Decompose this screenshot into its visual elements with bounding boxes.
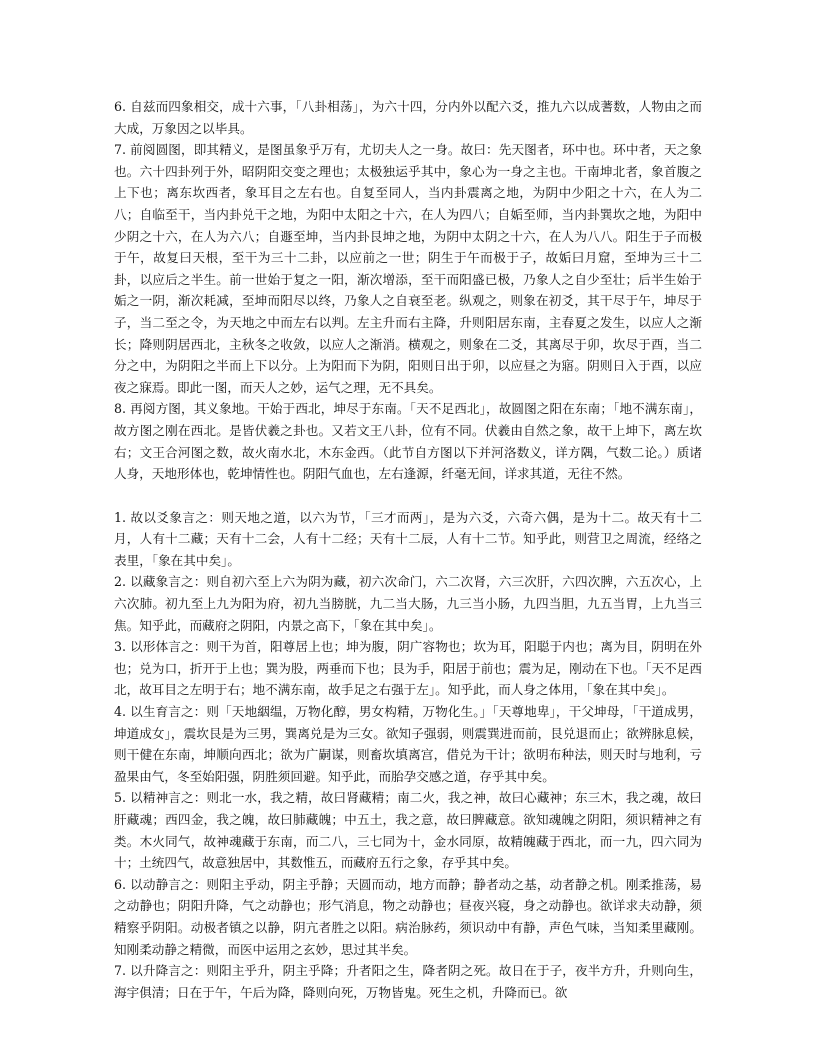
paragraph-text: 故以爻象言之：则天地之道，以六为节，「三才而两」，是为六爻，六奇六偶，是为十二。故天有十二月，人有十二藏；天有十二会，人有十二经；天有十二辰，人有十二节。知乎此，则营卫之周流，经络之表里，「象在其中矣」。 xyxy=(114,509,702,568)
section-a xyxy=(114,96,702,485)
paragraph-7 xyxy=(114,139,702,398)
paragraph-6 xyxy=(114,96,702,139)
paragraph-3 xyxy=(114,636,702,701)
paragraph-text: 以精神言之：则北一水，我之精，故曰肾藏精；南二火，我之神，故曰心藏神；东三木，我之魂，故曰肝藏魂；西四金，我之魄，故曰肺藏魄；中五土，我之意，故曰脾藏意。欲知魂魄之阴阳，须识精神之有类。木火同气，故神魂藏于东南，而二八，三七同为十，金水同原，故精魄藏于西北，而一九，四六同为十；土统四气，故意独居中，其数惟五，而藏府五行之象，存乎其中矣。 xyxy=(114,790,702,871)
paragraph-text: 以升降言之：则阳主乎升，阴主乎降；升者阳之生，降者阴之死。故日在于子，夜半方升，升则向生，海宇俱清；日在于午，午后为降，降则向死，万物皆鬼。死生之机，升降而已。欲 xyxy=(114,963,702,1000)
paragraph-number: 2. xyxy=(114,574,127,590)
paragraph-number: 5. xyxy=(114,790,127,806)
paragraph-number: 6. xyxy=(114,876,127,892)
section-gap xyxy=(114,485,702,507)
paragraph-number: 7. xyxy=(114,963,127,979)
paragraph-text: 以动静言之：则阳主乎动，阴主乎静；天圆而动，地方而静；静者动之基，动者静之机。刚柔推荡，易之动静也；阴阳升降，气之动静也；形气消息，物之动静也；昼夜兴寝，身之动静也。欲详求夫动静，须精察乎阴阳。动极者镇之以静，阴亢者胜之以阳。病治脉药，须识动中有静，声色气味，当知柔里藏刚。知刚柔动静之精微，而医中运用之玄妙，思过其半矣。 xyxy=(114,876,702,957)
paragraph-6b xyxy=(114,874,702,960)
document-page xyxy=(114,96,702,1003)
paragraph-7b xyxy=(114,960,702,1003)
paragraph-text: 以藏象言之：则自初六至上六为阴为藏，初六次命门，六二次肾，六三次肝，六四次脾，六五次心，上六次肺。初九至上九为阳为府，初九当膀胱，九二当大肠，九三当小肠，九四当胆，九五当胃，上九当三焦。知乎此，而藏府之阴阳，内景之高下，「象在其中矣」。 xyxy=(114,574,702,633)
paragraph-5 xyxy=(114,787,702,873)
paragraph-text: 以生育言之：则「天地絪缊，万物化醇，男女构精，万物化生。」「天尊地卑」，干父坤母，「干道成男，坤道成女」，震坎艮是为三男，巽离兑是为三女。欲知子强弱，则震巽进而前，艮兑退而止；欲辨脉息候，则干健在东南，坤顺向西北；欲为广嗣谋，则畜坎填离宫，借兑为干计；欲明布种法，则天时与地利，亏盈果由气，冬至始阳强，阴胜须回避。知乎此，而胎孕交感之道，存乎其中矣。 xyxy=(114,704,702,784)
paragraph-text: 以形体言之：则干为首，阳尊居上也；坤为腹，阴广容物也；坎为耳，阳聪于内也；离为目，阴明在外也；兑为口，折开于上也；巽为股，两垂而下也；艮为手，阳居于前也；震为足，刚动在下也。「天不足西北，故耳目之左明于右；地不满东南，故手足之右强于左」。知乎此，而人身之体用，「象在其中矣」。 xyxy=(114,639,702,698)
paragraph-number: 6. xyxy=(114,99,127,114)
paragraph-8 xyxy=(114,398,702,484)
paragraph-number: 8. xyxy=(114,401,127,417)
paragraph-number: 7. xyxy=(114,142,127,158)
paragraph-number: 4. xyxy=(114,704,127,720)
paragraph-1 xyxy=(114,507,702,572)
section-b xyxy=(114,507,702,1004)
paragraph-4 xyxy=(114,701,702,787)
paragraph-text: 再阅方图，其义象地。干始于西北，坤尽于东南。「天不足西北」，故圆图之阳在东南；「地不满东南」，故方图之刚在西北。是皆伏羲之卦也。又若文王八卦，位有不同。伏羲由自然之象，故干上坤下，离左坎右；文王合河图之数，故火南水北，木东金西。（此节自方图以下并河洛数义，详方隅，气数二论。）质诸人身，天地形体也，乾坤情性也。阴阳气血也，左右逢源，纤毫无间，详求其道，无往不然。 xyxy=(114,401,702,482)
paragraph-number: 3. xyxy=(114,639,127,655)
paragraph-text: 自兹而四象相交，成十六事，「八卦相荡」，为六十四，分内外以配六爻，推九六以成蓍数，人物由之而大成，万象因之以毕具。 xyxy=(114,99,702,136)
paragraph-text: 前阅圆图，即其精义，是图虽象乎万有，尤切夫人之一身。故曰：先天图者，环中也。环中者，天之象也。六十四卦列于外，昭阴阳交变之理也；太极独运乎其中，象心为一身之主也。干南坤北者，象首腹之上下也；离东坎西者，象耳目之左右也。自复至同人，当内卦震离之地，为阴中少阳之十六，在人为二八；自临至干，当内卦兑干之地，为阳中太阳之十六，在人为四八；自姤至师，当内卦巽坎之地，为阳中少阴之十六，在人为六八；自遯至坤，当内卦艮坤之地，为阴中太阴之十六，在人为八八。阳生于子而极于午，故复曰天根，至干为三十二卦，以应前之一世；阴生于午而极于子，故姤曰月窟，至坤为三十二卦，以应后之半生。前一世始于复之一阳，渐次增添，至干而阳盛已极，乃象人之自少至壮；后半生始于姤之一阴，渐次耗减，至坤而阳尽以终，乃象人之自衰至老。纵观之，则象在初爻，其干尽于午，坤尽于子，当二至之令，为天地之中而左右以判。左主升而右主降，升则阳居东南，主春夏之发生，以应人之渐长；降则阴居西北，主秋冬之收敛，以应人之渐消。横观之，则象在二爻，其离尽于卯，坎尽于酉，当二分之中，为阴阳之半而上下以分。上为阳而下为阴，阳则日出于卯，以应昼之为寤。阴则日入于酉，以应夜之寐焉。即此一图，而天人之妙，运气之理，无不具矣。 xyxy=(114,142,702,395)
paragraph-2 xyxy=(114,571,702,636)
paragraph-number: 1. xyxy=(114,509,127,525)
